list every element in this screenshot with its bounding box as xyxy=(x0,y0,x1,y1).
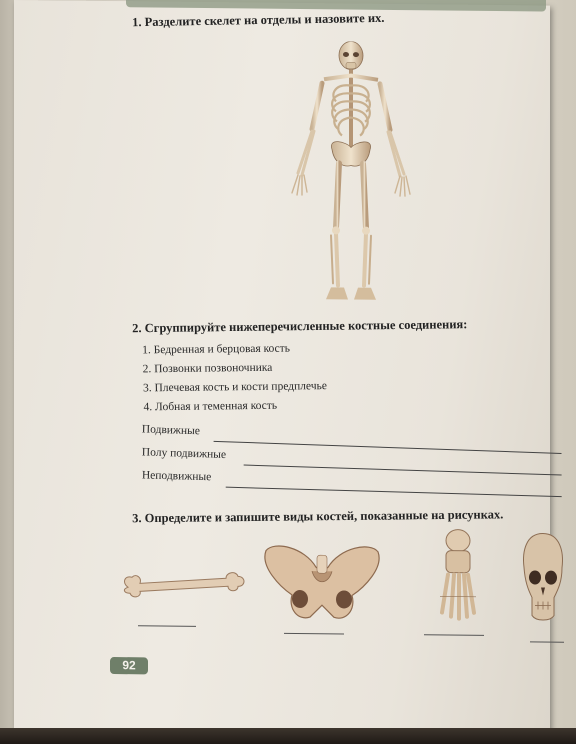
semi-movable-label: Полу подвижные xyxy=(141,446,227,461)
immovable-label: Неподвижные xyxy=(141,469,212,484)
movable-label: Подвижные xyxy=(141,423,201,438)
answer-line-4[interactable] xyxy=(530,641,564,642)
answer-line-2[interactable] xyxy=(284,633,344,635)
question-1: 1. Разделите скелет на отделы и назовите их. xyxy=(132,10,385,30)
workbook-page xyxy=(14,0,550,734)
page-number: 92 xyxy=(110,657,148,674)
list-item: 3. Плечевая кость и кости предплечье xyxy=(142,380,328,395)
list-item: 1. Бедренная и берцовая кость xyxy=(142,342,291,357)
pelvis-image xyxy=(260,541,384,624)
immovable-answer-line[interactable] xyxy=(226,487,562,497)
skeleton-image xyxy=(276,41,426,305)
joint-list xyxy=(142,339,328,417)
long-bone-image xyxy=(120,563,248,604)
question-3: 3. Определите и запишите виды костей, показанные на рисунках. xyxy=(132,507,504,526)
question-2: 2. Сгруппируйте нижеперечисленные костные соединения: xyxy=(132,317,468,336)
header-band xyxy=(126,0,546,12)
list-item: 4. Лобная и теменная кость xyxy=(143,399,278,414)
list-item: 2. Позвонки позвоночника xyxy=(142,361,273,376)
foot-bones-image xyxy=(432,526,482,627)
skull-image xyxy=(520,531,566,625)
answer-line-1[interactable] xyxy=(138,625,196,627)
table-edge xyxy=(0,728,576,744)
answer-line-3[interactable] xyxy=(424,634,484,636)
